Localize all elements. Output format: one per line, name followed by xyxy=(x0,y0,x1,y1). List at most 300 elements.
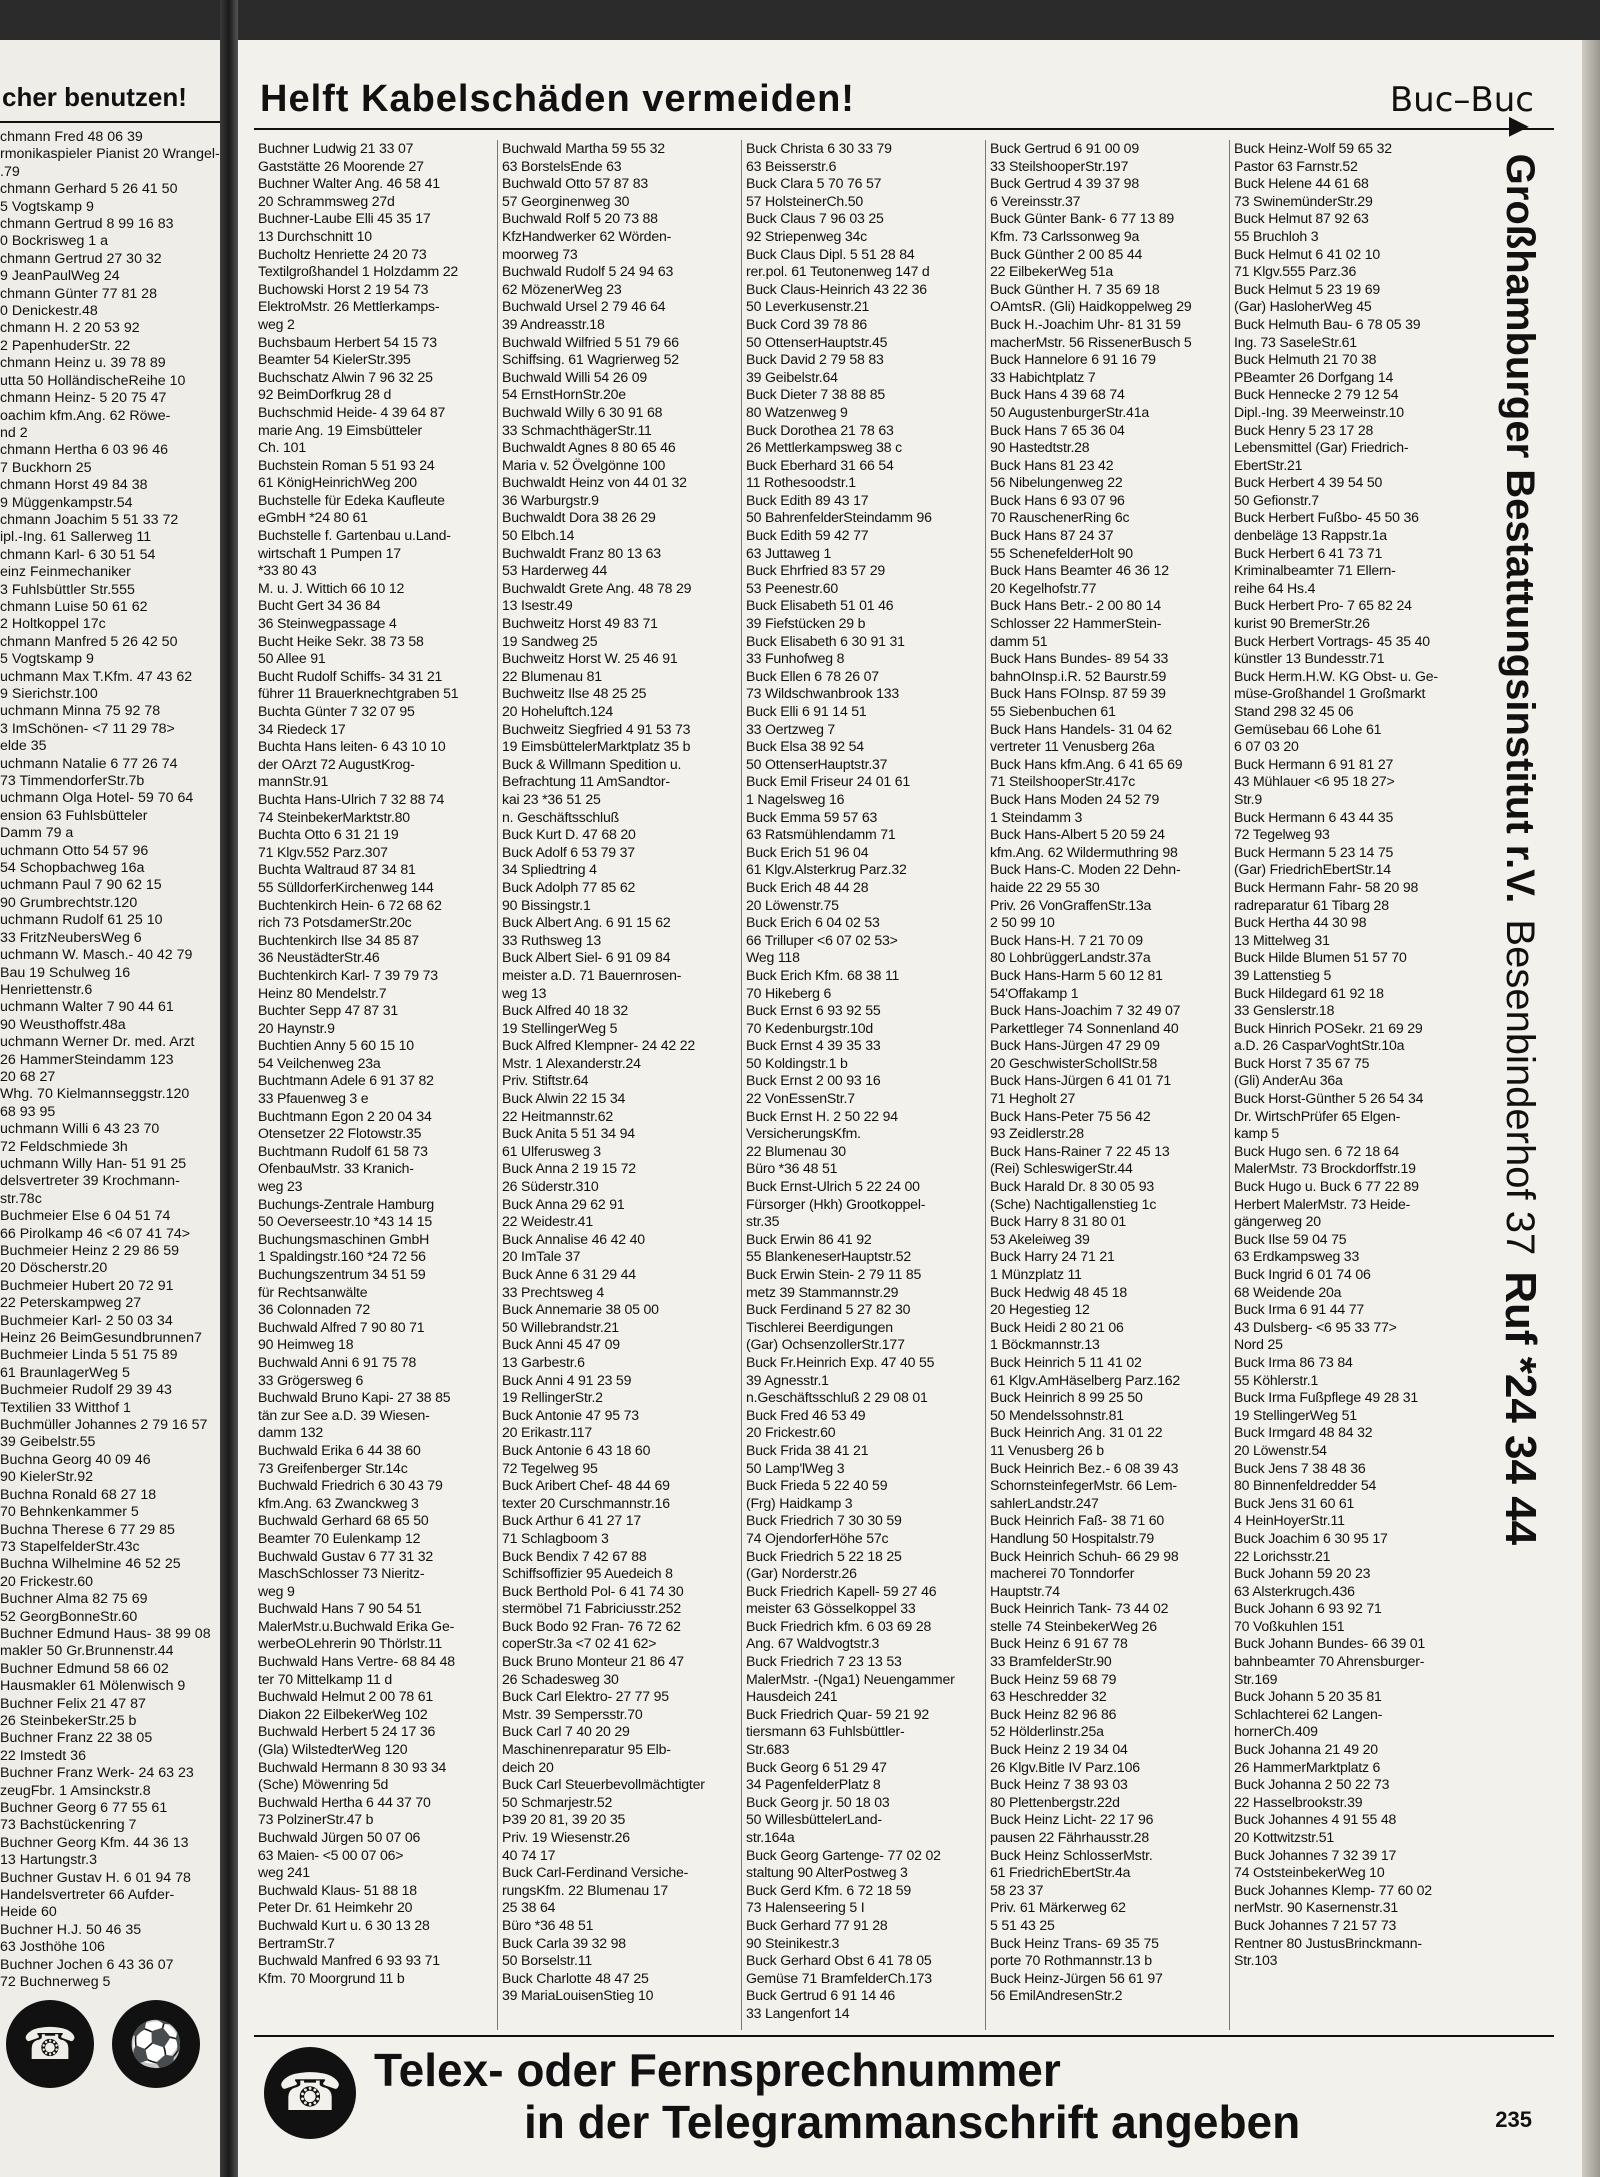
directory-entry: 72 Feldschmiede 3h xyxy=(0,1138,128,1155)
directory-entry: Buck Heinrich Bez.- 6 08 39 43 xyxy=(990,1459,1179,1476)
directory-entry: Buck Elli 6 91 14 51 xyxy=(746,703,867,719)
directory-entry: Buchner Georg 6 77 55 61 xyxy=(0,1800,168,1816)
directory-entry: 55 Köhlerstr.1 xyxy=(1234,1371,1319,1388)
directory-entry: rungsKfm. 22 Blumenau 17 xyxy=(502,1881,668,1898)
directory-entry: Buck Anni 45 47 09 xyxy=(502,1336,620,1353)
directory-entry: stelle 74 SteinbekerWeg 26 xyxy=(990,1617,1157,1634)
directory-entry: Buck Ernst-Ulrich 5 22 24 00 xyxy=(746,1178,920,1195)
directory-entry: Buchwald Willy 6 30 91 68 xyxy=(502,403,663,420)
directory-entry: 61 Klgv.Alsterkrug Parz.32 xyxy=(746,861,907,878)
rotary-phone-icon: ☎ xyxy=(264,2047,356,2139)
directory-entry: 25 38 64 xyxy=(502,1899,556,1916)
directory-entry: deich 20 xyxy=(502,1758,554,1775)
directory-entry: 54 Schopbachweg 16a xyxy=(0,860,145,877)
directory-entry: chmann Joachim 5 51 33 72 xyxy=(0,511,179,528)
directory-entry: Buck H.-Joachim Uhr- 81 31 59 xyxy=(990,315,1181,332)
directory-entry: Buck Heinz-Jürgen 56 61 97 xyxy=(990,1969,1163,1986)
directory-entry: Buck Fr.Heinrich Exp. 47 40 55 xyxy=(746,1353,935,1370)
directory-entry: Buck Fred 46 53 49 xyxy=(746,1406,866,1423)
directory-entry: 22 Peterskampweg 27 xyxy=(0,1295,142,1312)
directory-entry: Buck Johannes 7 21 57 73 xyxy=(1234,1916,1397,1933)
directory-entry: Buchweitz Siegfried 4 91 53 73 xyxy=(502,720,691,737)
directory-entry: Buck Johann 6 93 92 71 xyxy=(1234,1600,1382,1617)
directory-entry: 50 Schmarjestr.52 xyxy=(502,1793,613,1810)
directory-entry: Dr. WirtschPrüfer 65 Elgen- xyxy=(1234,1107,1401,1124)
directory-entry: Buchwald Jürgen 50 07 06 xyxy=(258,1829,421,1845)
directory-entry: 55 SchenefelderHolt 90 xyxy=(990,544,1133,561)
directory-entry: *33 80 43 xyxy=(258,562,317,579)
directory-entry: Buchta Otto 6 31 21 19 xyxy=(258,826,399,843)
directory-entry: 71 SteilshooperStr.417c xyxy=(990,773,1136,790)
directory-entry: Buck Cord 39 78 86 xyxy=(746,315,867,332)
directory-entry: Buck Heinrich 8 99 25 50 xyxy=(990,1389,1143,1406)
directory-entry: Buck Edith 59 42 77 xyxy=(746,527,869,544)
directory-entry: 0 Bockrisweg 1 a xyxy=(0,233,109,250)
directory-entry: Buck Kurt D. 47 68 20 xyxy=(502,826,636,843)
directory-entry: str.78c xyxy=(0,1190,42,1207)
directory-entry: Buck Heinz Trans- 69 35 75 xyxy=(990,1934,1159,1951)
directory-entry: Buck Herbert 4 39 54 50 xyxy=(1234,474,1383,491)
directory-entry: Buchna Wilhelmine 46 52 25 xyxy=(0,1556,181,1573)
directory-entry: 26 HammerSteindamm 123 xyxy=(0,1051,174,1068)
directory-entry: Buchtenkirch Hein- 6 72 68 62 xyxy=(258,896,442,913)
page-banner: Helft Kabelschäden vermeiden! xyxy=(260,78,855,120)
directory-entry: 33 Prechtsweg 4 xyxy=(502,1283,604,1300)
directory-entry: Beamter 70 Eulenkamp 12 xyxy=(258,1529,421,1546)
directory-entry: 22 Lorichsstr.21 xyxy=(1234,1547,1331,1564)
directory-entry: Buck Gertrud 4 39 37 98 xyxy=(990,175,1139,192)
directory-entry: Buchstelle f. Gartenbau u.Land- xyxy=(258,527,451,544)
directory-entry: moorweg 73 xyxy=(502,245,578,262)
side-ad-address: Besenbinderhof 37 xyxy=(1498,919,1543,1256)
directory-entry: Buck Emma 59 57 63 xyxy=(746,808,878,825)
directory-entry: 33 BramfelderStr.90 xyxy=(990,1653,1112,1670)
directory-entry: delsvertreter 39 Krochmann- xyxy=(0,1173,180,1190)
directory-entry: 63 Beisserstr.6 xyxy=(746,157,837,174)
bottom-ad-line1: Telex- oder Fernsprechnummer xyxy=(374,2044,1061,2096)
directory-entry: 20 Löwenstr.75 xyxy=(746,896,839,913)
directory-entry: Str.103 xyxy=(1234,1952,1278,1969)
directory-entry: Buck Anna 2 19 15 72 xyxy=(502,1160,636,1177)
directory-entry: Buck Edith 89 43 17 xyxy=(746,491,869,508)
directory-entry: sahlerLandstr.247 xyxy=(990,1494,1099,1511)
directory-entry: Buchner Jochen 6 43 36 07 xyxy=(0,1956,174,1973)
directory-entry: einz Feinmechaniker xyxy=(0,564,131,581)
directory-entry: tän zur See a.D. 39 Wiesen- xyxy=(258,1406,430,1423)
directory-entry: chmann H. 2 20 53 92 xyxy=(0,320,140,337)
directory-entry: Buck Helmuth 21 70 38 xyxy=(1234,351,1377,368)
directory-entry: 1 Spaldingstr.160 *24 72 56 xyxy=(258,1248,426,1265)
directory-entry: 20 Kottwitzstr.51 xyxy=(1234,1829,1335,1845)
directory-entry: Buck Ernst 4 39 35 33 xyxy=(746,1037,881,1054)
directory-entry: pausen 22 Fährhausstr.28 xyxy=(990,1829,1149,1845)
directory-entry: Buchwald Kurt u. 6 30 13 28 xyxy=(258,1916,430,1933)
directory-entry: Buchner Edmund 58 66 02 xyxy=(0,1660,169,1677)
directory-entry: 80 Watzenweg 9 xyxy=(746,403,848,420)
directory-entry: Buck Claus-Heinrich 43 22 36 xyxy=(746,280,927,297)
directory-entry: 1 Böckmannstr.13 xyxy=(990,1336,1100,1353)
directory-entry: Buck Irmgard 48 84 32 xyxy=(1234,1424,1373,1441)
directory-entry: metz 39 Stammannstr.29 xyxy=(746,1283,899,1300)
directory-entry: kfm.Ang. 62 Wildermuthring 98 xyxy=(990,843,1178,860)
directory-entry: Buck Hilde Blumen 51 57 70 xyxy=(1234,949,1407,966)
directory-entry: Buck Ellen 6 78 26 07 xyxy=(746,667,879,684)
directory-entry: 33 SteilshooperStr.197 xyxy=(990,157,1129,174)
directory-entry: 33 Funhofweg 8 xyxy=(746,650,845,667)
directory-entry: Buck Hans Betr.- 2 00 80 14 xyxy=(990,597,1161,614)
directory-entry: Buck Ferdinand 5 27 82 30 xyxy=(746,1301,911,1318)
directory-entry: 34 PagenfelderPlatz 8 xyxy=(746,1776,881,1793)
directory-entry: Herbert MalerMstr. 73 Heide- xyxy=(1234,1195,1411,1212)
directory-entry: Buck Johannes Klemp- 77 60 02 xyxy=(1234,1881,1432,1898)
directory-entry: Buck Hans FOInsp. 87 59 39 xyxy=(990,685,1166,702)
directory-entry: 56 Nibelungenweg 22 xyxy=(990,474,1123,491)
directory-entry: 74 OststeinbekerWeg 10 xyxy=(1234,1864,1385,1881)
directory-entry: Priv. 19 Wiesenstr.26 xyxy=(502,1829,630,1845)
directory-entry: 63 Josthöhe 106 xyxy=(0,1939,105,1956)
directory-entry: Buchmeier Rudolf 29 39 43 xyxy=(0,1382,172,1399)
directory-entry: 90 Grumbrechtstr.120 xyxy=(0,894,138,911)
directory-entry: (Gar) HaslohеrWeg 45 xyxy=(1234,298,1372,315)
directory-entry: MalerMstr. 73 Brockdorffstr.19 xyxy=(1234,1160,1416,1177)
directory-entry: uchmann Minna 75 92 78 xyxy=(0,703,161,720)
directory-entry: Mstr. 1 Alexanderstr.24 xyxy=(502,1054,641,1071)
directory-entry: Buck Carl 7 40 20 29 xyxy=(502,1723,630,1740)
directory-entry: 7 Buckhorn 25 xyxy=(0,459,92,476)
directory-entry: Handlung 50 Hospitalstr.79 xyxy=(990,1529,1155,1546)
directory-entry: 58 23 37 xyxy=(990,1881,1044,1898)
directory-entry: 63 BorstelsEnde 63 xyxy=(502,157,622,174)
directory-entry: 11 Rothesoodstr.1 xyxy=(746,474,856,491)
directory-entry: Buck Antonie 47 95 73 xyxy=(502,1406,639,1423)
directory-entry: Buchstein Roman 5 51 93 24 xyxy=(258,456,435,473)
directory-entry: rich 73 PotsdamerStr.20c xyxy=(258,914,412,931)
directory-entry: 39 Geibelstr.55 xyxy=(0,1434,96,1451)
directory-entry: Buchwald Rudolf 5 24 94 63 xyxy=(502,263,674,280)
directory-entry: 62 MözenerWeg 23 xyxy=(502,280,622,297)
directory-entry: Buck Elisabeth 6 30 91 31 xyxy=(746,632,905,649)
directory-entry: Buck David 2 79 58 83 xyxy=(746,351,884,368)
directory-entry: 22 VonEssenStr.7 xyxy=(746,1090,855,1107)
directory-entry: Weg 118 xyxy=(746,949,800,966)
directory-entry: 57 Georginenweg 30 xyxy=(502,192,630,209)
directory-entry: 50 Elbch.14 xyxy=(502,527,575,544)
directory-entry: Buchwald Rolf 5 20 73 88 xyxy=(502,210,658,227)
directory-entry: 20 Haynstr.9 xyxy=(258,1019,335,1036)
directory-entry: uchmann Olga Hotel- 59 70 64 xyxy=(0,790,194,807)
directory-entry: Buck Gertrud 6 91 14 46 xyxy=(746,1987,895,2004)
directory-entry: Nord 25 xyxy=(1234,1336,1283,1353)
directory-entry: elde 35 xyxy=(0,738,47,755)
directory-entry: bahnOInsp.i.R. 52 Baurstr.59 xyxy=(990,667,1167,684)
directory-entry: Lebensmittel (Gar) Friedrich- xyxy=(1234,439,1409,456)
page-header xyxy=(254,70,1554,130)
directory-entry: 43 Dulsberg- <6 95 33 77> xyxy=(1234,1318,1397,1335)
directory-entry: 2 50 99 10 xyxy=(990,914,1055,931)
directory-entry: 50 BahrenfelderSteindamm 96 xyxy=(746,509,932,526)
directory-entry: uchmann Max T.Kfm. 47 43 62 xyxy=(0,668,193,685)
side-ad-name: Großhamburger Bestattungsinstitut r.V. xyxy=(1498,153,1543,904)
directory-entry: Buck Erich Kfm. 68 38 11 xyxy=(746,966,900,983)
directory-entry: 2 Holtkoppel 17c xyxy=(0,616,106,633)
directory-entry: Buck Alwin 22 15 34 xyxy=(502,1090,626,1107)
directory-entry: Buck Erwin Stein- 2 79 11 85 xyxy=(746,1266,922,1282)
directory-entry: Buck Hugo u. Buck 6 77 22 89 xyxy=(1234,1178,1419,1195)
directory-entry: Buck Hermann 6 43 44 35 xyxy=(1234,808,1394,825)
directory-entry: chmann Heinz u. 39 78 89 xyxy=(0,355,166,372)
directory-entry: 50 Mendelssohnstr.81 xyxy=(990,1406,1124,1423)
directory-entry: Str.169 xyxy=(1234,1670,1278,1687)
directory-entry: uchmann W. Masch.- 40 42 79 xyxy=(0,947,193,964)
directory-entry: Buchwald Willi 54 26 09 xyxy=(502,368,648,385)
directory-entry: uchmann Willy Han- 51 91 25 xyxy=(0,1155,187,1172)
directory-entry: 39 Andreasstr.18 xyxy=(502,315,605,332)
directory-entry: Buck Elsa 38 92 54 xyxy=(746,738,864,755)
directory-entry: Buck Friedrich 7 23 13 53 xyxy=(746,1653,902,1670)
directory-entry: Buck Dorothea 21 78 63 xyxy=(746,421,894,438)
directory-entry: ension 63 Fuhlsbütteler xyxy=(0,807,148,824)
directory-entry: Buck Erwin 86 41 92 xyxy=(746,1230,872,1247)
directory-entry: KfzHandwerker 62 Wörden- xyxy=(502,227,672,244)
directory-entry: Buck Ernst 6 93 92 55 xyxy=(746,1002,881,1019)
directory-entry: 50 Willebrandstr.21 xyxy=(502,1318,619,1335)
directory-entry: Beamter 54 KielerStr.395 xyxy=(258,351,411,368)
side-ad-phone: Ruf *24 34 44 xyxy=(1496,1271,1545,1546)
directory-entry: führer 11 Brauerknechtgraben 51 xyxy=(258,685,459,702)
directory-entry: 19 RellingerStr.2 xyxy=(502,1389,603,1406)
directory-entry: 63 Maien- <5 00 07 06> xyxy=(258,1846,404,1863)
directory-entry: (Sche) Nachtigallenstieg 1c xyxy=(990,1195,1157,1212)
directory-entry: chmann Manfred 5 26 42 50 xyxy=(0,633,178,650)
directory-entry: Buck Dieter 7 38 88 85 xyxy=(746,386,885,403)
directory-entry: Buck Adolph 77 85 62 xyxy=(502,878,636,895)
directory-entry: damm 132 xyxy=(258,1424,323,1441)
directory-entry: Buck Clara 5 70 76 57 xyxy=(746,175,882,192)
directory-entry: 26 Schadesweg 30 xyxy=(502,1670,619,1687)
directory-entry: 20 Schrammsweg 27d xyxy=(258,192,395,209)
directory-entry: texter 20 Curschmannstr.16 xyxy=(502,1494,670,1511)
directory-entry: Buck Hans-H. 7 21 70 09 xyxy=(990,931,1143,948)
directory-entry: (Gar) Norderstr.26 xyxy=(746,1565,857,1582)
directory-entry: 61 BraunlagerWeg 5 xyxy=(0,1364,130,1381)
directory-entry: 33 Pfauenweg 3 e xyxy=(258,1090,369,1107)
page-range: Buc–Buc xyxy=(1389,80,1534,120)
directory-entry: Buchta Hans leiten- 6 43 10 10 xyxy=(258,738,446,755)
directory-entry: chmann Gertrud 27 30 32 xyxy=(0,250,162,267)
directory-entry: Buchmüller Johannes 2 79 16 57 xyxy=(0,1417,208,1434)
directory-entry: 20 Kegelhofstr.77 xyxy=(990,579,1097,596)
directory-entry: Buck Adolf 6 53 79 37 xyxy=(502,843,635,860)
directory-entry: 20 Frickestr.60 xyxy=(0,1573,94,1590)
directory-entry: macherMstr. 56 RissenerBusch 5 xyxy=(990,333,1192,350)
directory-entry: Buchungs-Zentrale Hamburg xyxy=(258,1195,434,1212)
directory-entry: Buck Hans Beamter 46 36 12 xyxy=(990,562,1169,579)
directory-entry: Damm 79 a xyxy=(0,825,74,842)
directory-entry: Buck Hildegard 61 92 18 xyxy=(1234,984,1384,1001)
directory-entry: weg 9 xyxy=(258,1582,295,1599)
directory-entry: chmann Fred 48 06 39 xyxy=(0,129,143,145)
directory-entry: nd 2 xyxy=(0,424,28,441)
directory-entry: Buck Friedrich Kapell- 59 27 46 xyxy=(746,1582,937,1599)
directory-entry: Buck Alfred Klempner- 24 42 22 xyxy=(502,1037,695,1054)
directory-entry: 63 Alsterkrugch.436 xyxy=(1234,1582,1355,1599)
directory-entry: Buchwaldt Franz 80 13 63 xyxy=(502,544,661,561)
directory-entry: 1 Steindamm 3 xyxy=(990,808,1083,825)
directory-entry: Buck Herbert Fußbo- 45 50 36 xyxy=(1234,509,1419,526)
directory-entry: Buck Heinz 2 19 34 04 xyxy=(990,1741,1128,1758)
directory-entry: Buck Annemarie 38 05 00 xyxy=(502,1301,659,1318)
directory-entry: 50 OttenserHauptstr.37 xyxy=(746,755,888,772)
directory-entry: Buchwald Hans Vertre- 68 84 48 xyxy=(258,1653,455,1670)
directory-entry: uchmann Rudolf 61 25 10 xyxy=(0,912,163,929)
directory-entry: Schiffsoffizier 95 Auedeich 8 xyxy=(502,1565,673,1582)
directory-entry: 56 EmilAndresenStr.2 xyxy=(990,1987,1123,2004)
directory-entry: 22 Weidestr.41 xyxy=(502,1213,593,1230)
directory-entry: Buchna Georg 40 09 46 xyxy=(0,1451,151,1468)
directory-entry: Buchter Sepp 47 87 31 xyxy=(258,1002,398,1019)
directory-entry: Buchmeier Else 6 04 51 74 xyxy=(0,1208,171,1225)
directory-entry: Buchtmann Adele 6 91 37 82 xyxy=(258,1072,434,1089)
directory-entry: 39 Fiefstücken 29 b xyxy=(746,615,866,632)
directory-entry: für Rechtsanwälte xyxy=(258,1283,368,1300)
directory-entry: chmann Heinz- 5 20 75 47 xyxy=(0,390,167,407)
directory-entry: Buchner Georg Kfm. 44 36 13 xyxy=(0,1834,189,1851)
directory-entry: Buck Herbert Vortrags- 45 35 40 xyxy=(1234,632,1430,649)
directory-entry: 73 TimmendorferStr.7b xyxy=(0,773,145,790)
directory-entry: Buck Anita 5 51 34 94 xyxy=(502,1125,635,1142)
directory-entry: Buck Günther 2 00 85 44 xyxy=(990,245,1143,262)
directory-entry: Buchwald Herbert 5 24 17 36 xyxy=(258,1723,436,1740)
directory-entry: 72 Tegelweg 93 xyxy=(1234,826,1330,843)
directory-entry: Buck Heinrich 5 11 41 02 xyxy=(990,1353,1142,1370)
directory-entry: 2 PapenhuderStr. 22 xyxy=(0,337,131,354)
directory-entry: Buck Johanna 2 50 22 73 xyxy=(1234,1776,1390,1793)
directory-entry: 90 Hastedtstr.28 xyxy=(990,439,1090,456)
directory-entry: 68 Weidende 20a xyxy=(1234,1283,1342,1300)
directory-entry: Buck Hannelore 6 91 16 79 xyxy=(990,351,1156,368)
directory-entry: 93 Zeidlerstr.28 xyxy=(990,1125,1084,1142)
directory-entry: 66 Pirolkamp 46 <6 07 41 74> xyxy=(0,1225,191,1242)
directory-entry: 34 Spliedtring 4 xyxy=(502,861,597,878)
directory-entry: Buck Anni 4 91 23 59 xyxy=(502,1371,632,1388)
directory-entry: Buck Heinrich Ang. 31 01 22 xyxy=(990,1424,1163,1441)
directory-entry: Buck Albert Siel- 6 91 09 84 xyxy=(502,949,671,966)
directory-entry: 54'Offakamp 1 xyxy=(990,984,1079,1001)
directory-entry: radreparatur 61 Tibarg 28 xyxy=(1234,896,1389,913)
directory-entry: weg 241 xyxy=(258,1864,310,1881)
directory-entry: .79 xyxy=(0,163,20,180)
directory-entry: kfm.Ang. 63 Zwanckweg 3 xyxy=(258,1494,419,1511)
directory-entry: 74 SteinbekerMarktstr.80 xyxy=(258,808,410,825)
directory-entry: Buck Irma 86 73 84 xyxy=(1234,1353,1353,1370)
directory-entry: 61 FriedrichEbertStr.4a xyxy=(990,1864,1131,1881)
directory-entry: zeugFbr. 1 Amsinckstr.8 xyxy=(0,1782,151,1799)
directory-entry: 26 Süderstr.310 xyxy=(502,1178,599,1195)
directory-entry: Buchschatz Alwin 7 96 32 25 xyxy=(258,368,433,385)
directory-entry: Buck Ingrid 6 01 74 06 xyxy=(1234,1266,1371,1282)
directory-entry: 13 Durchschnitt 10 xyxy=(258,227,372,244)
directory-entry: Buck Helmuth Bau- 6 78 05 39 xyxy=(1234,315,1421,332)
directory-entry: 4 HeinHoyerStr.11 xyxy=(1234,1512,1345,1529)
directory-entry: Heinz 80 Mendelstr.7 xyxy=(258,984,387,1001)
directory-entry: Buchner Alma 82 75 69 xyxy=(0,1591,148,1608)
directory-entry: Buck Frida 38 41 21 xyxy=(746,1441,869,1458)
directory-entry: ter 70 Mittelkamp 11 d xyxy=(258,1670,392,1687)
directory-entry: chmann Luise 50 61 62 xyxy=(0,598,148,615)
directory-entry: Buck Antonie 6 43 18 60 xyxy=(502,1441,651,1458)
directory-entry: Priv. Stiftstr.64 xyxy=(502,1072,589,1089)
directory-entry: ElektroMstr. 26 Mettlerkamps- xyxy=(258,298,440,315)
directory-entry: Þ39 20 81, 39 20 35 xyxy=(502,1811,626,1828)
directory-entry: Buck Hans-Harm 5 60 12 81 xyxy=(990,966,1163,983)
directory-entry: Gaststätte 26 Moorende 27 xyxy=(258,157,424,174)
bottom-advertisement xyxy=(254,2035,1554,2157)
directory-entry: Buck Heinz SchlosserMstr. xyxy=(990,1846,1153,1863)
directory-entry: Bucht Rudolf Schiffs- 34 31 21 xyxy=(258,667,443,684)
directory-entry: Buck Anna 29 62 91 xyxy=(502,1195,625,1212)
directory-entry: Buck Hans Moden 24 52 79 xyxy=(990,790,1160,807)
directory-entry: kamp 5 xyxy=(1234,1125,1280,1142)
directory-entry: 70 RauschenerRing 6c xyxy=(990,509,1130,526)
directory-entry: MaschSchlosser 73 Nieritz- xyxy=(258,1565,425,1582)
directory-entry: Buck Jens 7 38 48 36 xyxy=(1234,1459,1366,1476)
directory-columns xyxy=(254,140,1476,2030)
directory-entry: Buck Ilse 59 04 75 xyxy=(1234,1230,1347,1247)
directory-entry: Buck Joachim 6 30 95 17 xyxy=(1234,1529,1388,1546)
directory-entry: Buchwald Otto 57 87 83 xyxy=(502,175,649,192)
directory-entry: werbeOLehrerin 90 Thörlstr.11 xyxy=(258,1635,443,1652)
directory-entry: der OArzt 72 AugustKrog- xyxy=(258,755,415,772)
directory-entry: Buchschmid Heide- 4 39 64 87 xyxy=(258,403,446,420)
directory-entry: denbeläge 13 Rappstr.1a xyxy=(1234,527,1387,544)
directory-entry: Ang. 67 Waldvogtstr.3 xyxy=(746,1635,880,1652)
directory-entry: 90 KielerStr.92 xyxy=(0,1469,94,1486)
directory-entry: (Rei) SchleswigerStr.44 xyxy=(990,1160,1133,1177)
directory-entry: Priv. 26 VonGraffenStr.13a xyxy=(990,896,1152,913)
directory-entry: Buchner Edmund Haus- 38 99 08 xyxy=(0,1625,211,1642)
directory-entry: nerMstr. 90 Kasernenstr.31 xyxy=(1234,1899,1399,1916)
directory-entry: 39 Agnesstr.1 xyxy=(746,1371,829,1388)
directory-entry: eGmbH *24 80 61 xyxy=(258,509,368,526)
directory-entry: Buchner Walter Ang. 46 58 41 xyxy=(258,175,440,192)
directory-entry: Buck Bendix 7 42 67 88 xyxy=(502,1547,647,1564)
directory-entry: Buchwald Ursel 2 79 46 64 xyxy=(502,298,666,315)
directory-entry: 33 SchmachthägerStr.11 xyxy=(502,421,652,438)
directory-entry: Buck Herbert 6 41 73 71 xyxy=(1234,544,1383,561)
bottom-ad-line2: in der Telegrammanschrift angeben xyxy=(524,2096,1301,2148)
directory-entry: 61 Ulferusweg 3 xyxy=(502,1142,601,1159)
directory-entry: Buchwaldt Dora 38 26 29 xyxy=(502,509,656,526)
directory-entry: 20 Hoheluftch.124 xyxy=(502,703,614,719)
directory-entry: Buck Johannes 4 91 55 48 xyxy=(1234,1811,1397,1828)
directory-entry: MalerMstr. -(Nga1) Neuengammer xyxy=(746,1670,955,1687)
directory-entry: 50 WillesbüttelerLand- xyxy=(746,1811,882,1828)
directory-entry: Buck Hans Bundes- 89 54 33 xyxy=(990,650,1169,667)
directory-entry: Buchwald Hermann 8 30 93 34 xyxy=(258,1758,447,1775)
directory-entry: 70 Voßkuhlen 151 xyxy=(1234,1617,1345,1634)
directory-entry: 20 Hegestieg 12 xyxy=(990,1301,1090,1318)
directory-entry: Buck Carl Elektro- 27 77 95 xyxy=(502,1688,669,1705)
directory-entry: Buchweitz Horst W. 25 46 91 xyxy=(502,650,678,667)
directory-entry: Buck Friedrich kfm. 6 03 69 28 xyxy=(746,1617,932,1634)
directory-entry: Buck Horst-Günther 5 26 54 34 xyxy=(1234,1090,1424,1107)
directory-entry: oachim kfm.Ang. 62 Röwe- xyxy=(0,407,171,424)
directory-entry: 50 Allee 91 xyxy=(258,650,326,667)
directory-entry: Buck Irma 6 91 44 77 xyxy=(1234,1301,1364,1318)
directory-entry: Schlachterei 62 Langen- xyxy=(1234,1705,1383,1722)
directory-entry: Buchowski Horst 2 19 54 73 xyxy=(258,280,429,297)
directory-entry: Buchwald Alfred 7 90 80 71 xyxy=(258,1318,425,1335)
